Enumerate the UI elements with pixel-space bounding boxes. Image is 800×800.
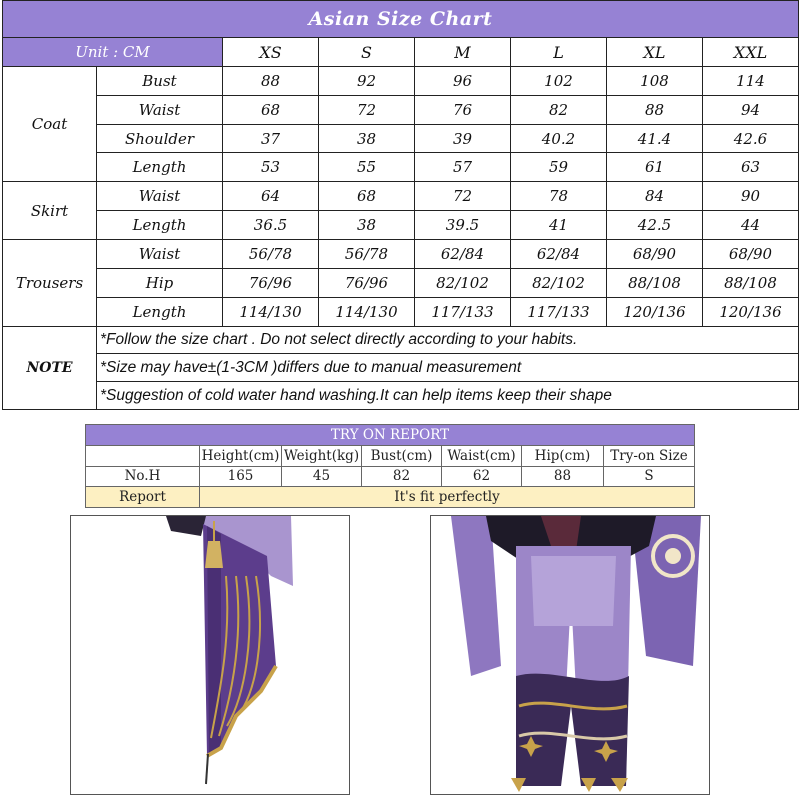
table-row [3,182,799,211]
value-cell: 117/133 [511,297,607,326]
measure-label: Waist [97,182,223,211]
value-cell: 62/84 [511,239,607,268]
measure-label: Length [97,297,223,326]
value-cell: 88/108 [703,268,799,297]
try-on-report-table [85,424,695,508]
value-cell: 44 [703,211,799,240]
try-on-value-weight: 45 [282,466,362,487]
measure-label: Waist [97,239,223,268]
value-cell: 88/108 [607,268,703,297]
value-cell: 57 [415,153,511,182]
measure-label: Waist [97,95,223,124]
product-photo-back [430,515,710,795]
value-cell: 62/84 [415,239,511,268]
value-cell: 42.5 [607,211,703,240]
value-cell: 114/130 [319,297,415,326]
table-row [3,66,799,95]
try-on-header-bust: Bust(cm) [362,446,442,467]
value-cell: 63 [703,153,799,182]
value-cell: 59 [511,153,607,182]
value-cell: 92 [319,66,415,95]
table-row [3,268,799,297]
size-header-xxl: XXL [703,38,799,67]
value-cell: 96 [415,66,511,95]
try-on-value-size: S [604,466,695,487]
try-on-header-height: Height(cm) [200,446,282,467]
value-cell: 36.5 [223,211,319,240]
measure-label: Hip [97,268,223,297]
value-cell: 78 [511,182,607,211]
value-cell: 76/96 [319,268,415,297]
value-cell: 108 [607,66,703,95]
value-cell: 82 [511,95,607,124]
size-header-m: M [415,38,511,67]
value-cell: 120/136 [607,297,703,326]
measure-label: Bust [97,66,223,95]
value-cell: 40.2 [511,124,607,153]
group-label-coat: Coat [3,66,97,181]
try-on-value-bust: 82 [362,466,442,487]
try-on-row-label: No.H [86,466,200,487]
group-label-skirt: Skirt [3,182,97,240]
value-cell: 114 [703,66,799,95]
size-chart-title: Asian Size Chart [3,1,799,38]
value-cell: 114/130 [223,297,319,326]
size-header-l: L [511,38,607,67]
value-cell: 90 [703,182,799,211]
value-cell: 55 [319,153,415,182]
value-cell: 76 [415,95,511,124]
value-cell: 68 [223,95,319,124]
value-cell: 72 [319,95,415,124]
value-cell: 68/90 [607,239,703,268]
value-cell: 94 [703,95,799,124]
try-on-title: TRY ON REPORT [86,425,695,446]
value-cell: 38 [319,211,415,240]
size-header-s: S [319,38,415,67]
note-line-1: *Follow the size chart . Do not select directly according to your habits. [97,326,799,354]
try-on-value-waist: 62 [442,466,522,487]
note-label: NOTE [3,326,97,409]
table-row [3,153,799,182]
group-label-trousers: Trousers [3,239,97,326]
value-cell: 39 [415,124,511,153]
value-cell: 117/133 [415,297,511,326]
value-cell: 102 [511,66,607,95]
value-cell: 42.6 [703,124,799,153]
size-header-xs: XS [223,38,319,67]
unit-label: Unit : CM [3,38,223,67]
value-cell: 41.4 [607,124,703,153]
try-on-value-height: 165 [200,466,282,487]
try-on-empty-corner [86,446,200,467]
table-row [3,239,799,268]
try-on-header-hip: Hip(cm) [522,446,604,467]
value-cell: 53 [223,153,319,182]
value-cell: 82/102 [511,268,607,297]
costume-back-illustration [431,516,709,794]
note-line-2: *Size may have±(1-3CM )differs due to manual measurement [97,354,799,382]
try-on-header-size: Try-on Size [604,446,695,467]
size-header-xl: XL [607,38,703,67]
try-on-header-weight: Weight(kg) [282,446,362,467]
value-cell: 41 [511,211,607,240]
costume-side-illustration [71,516,349,794]
value-cell: 84 [607,182,703,211]
value-cell: 68 [319,182,415,211]
size-chart-table [2,0,799,410]
value-cell: 56/78 [223,239,319,268]
product-photo-side [70,515,350,795]
value-cell: 72 [415,182,511,211]
measure-label: Shoulder [97,124,223,153]
value-cell: 56/78 [319,239,415,268]
measure-label: Length [97,153,223,182]
value-cell: 64 [223,182,319,211]
note-line-3: *Suggestion of cold water hand washing.It can help items keep their shape [97,382,799,410]
table-row [3,211,799,240]
measure-label: Length [97,211,223,240]
value-cell: 68/90 [703,239,799,268]
table-row [3,95,799,124]
value-cell: 38 [319,124,415,153]
value-cell: 88 [607,95,703,124]
table-row [3,297,799,326]
try-on-header-waist: Waist(cm) [442,446,522,467]
value-cell: 76/96 [223,268,319,297]
value-cell: 88 [223,66,319,95]
value-cell: 61 [607,153,703,182]
report-text: It's fit perfectly [200,487,695,508]
value-cell: 37 [223,124,319,153]
value-cell: 120/136 [703,297,799,326]
report-label: Report [86,487,200,508]
try-on-value-hip: 88 [522,466,604,487]
table-row [3,124,799,153]
value-cell: 82/102 [415,268,511,297]
value-cell: 39.5 [415,211,511,240]
